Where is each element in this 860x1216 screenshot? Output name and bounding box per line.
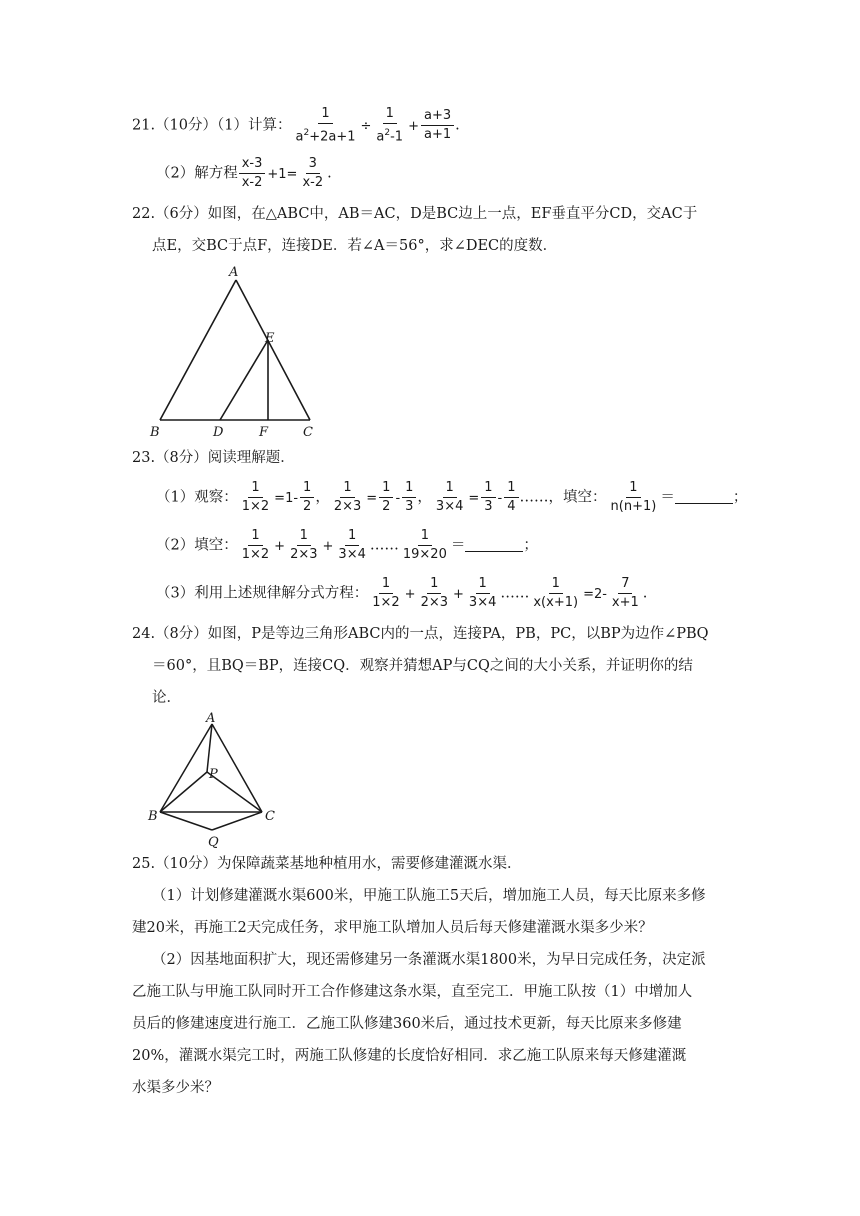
q25-line-1: （1）计划修建灌溉水渠600米，甲施工队施工5天后，增加施工人员，每天比原来多修 (152, 888, 706, 904)
q23-p2-fraction: $\frac{1}{19\times 20}$ (402, 528, 447, 562)
q21-equation-left-fraction: $\frac{x-3}{x-2}$ (239, 156, 266, 191)
q23-p1-fraction: $\frac{1}{4}$ (504, 480, 518, 515)
q21-part1: 21.（10分）（1）计算： $\frac{1}{a^2+2a+1}$ ÷ $\frac{1}{a^2-1}$ + $\frac{a+3}{a+1}$ . (132, 106, 460, 145)
q24-line-1: 24.（8分）如图，P是等边三角形ABC内的一点，连接PA，PB，PC，以BP为边作∠PBQ (132, 626, 709, 642)
q21-part2: （2）解方程 $\frac{x-3}{x-2}$ +1= $\frac{3}{x-2}$ . (156, 156, 332, 190)
q22-label-a: A (229, 265, 239, 280)
q22-label-f: F (259, 425, 269, 440)
q24-label-a: A (206, 711, 216, 726)
q24-equilateral-figure (140, 706, 290, 852)
q23-p1-fraction: $\frac{1}{2}$ (379, 480, 393, 515)
q24-line-3: 论． (152, 690, 181, 706)
q23-p1-general-fraction: $\frac{1}{n(n+1)}$ (610, 480, 657, 514)
q21-head: 21.（10分）（1）计算： (132, 117, 292, 134)
q23-part2: （2）填空： $\frac{1}{1\times 2}$ + $\frac{1}{2\times 3}$ + $\frac{1}{3\times 4}$ …… $\frac{1}{19\times 20}$ ＝ ； (156, 528, 538, 562)
answer-blank[interactable] (465, 537, 523, 552)
q25-line-6: 20%，灌溉水渠完工时，两施工队修建的长度恰好相同．求乙施工队原来每天修建灌溉 (132, 1048, 687, 1064)
q23-p1-fraction: $\frac{1}{3}$ (402, 480, 416, 515)
q23-part1: （1）观察： $\frac{1}{1\times 2}$ =1- $\frac{1}{2}$ ， $\frac{1}{2\times 3}$ = $\frac{1}{2}$ - $\frac{1}{3}$ ， $\frac{1}{3\times 4}$ = $\frac{1}{3}$ - $\frac{1}{4}$ ……，填空： $\frac{1}{n(n+1)}$ ＝ ； (156, 480, 748, 514)
q22-line-1: 22.（6分）如图，在△ABC中，AB＝AC，D是BC边上一点，EF垂直平分CD，交AC于 (132, 206, 698, 222)
q24-label-b: B (148, 809, 158, 824)
q21-fraction-2: $\frac{1}{a^2-1}$ (376, 106, 404, 145)
q25-line-2: 建20米，再施工2天完成任务，求甲施工队增加人员后每天修建灌溉水渠多少米？ (132, 920, 653, 936)
q23-p1-fraction: $\frac{1}{2}$ (300, 480, 314, 515)
q23-p3-fraction: $\frac{1}{2\times 3}$ (420, 576, 449, 610)
q25-line-5: 员后的修建速度进行施工．乙施工队修建360米后，通过技术更新，每天比原来多修建 (132, 1016, 682, 1032)
q21-equation-right-fraction: $\frac{3}{x-2}$ (302, 156, 324, 190)
q22-label-e: E (265, 331, 275, 346)
q21-fraction-3: $\frac{a+3}{a+1}$ (421, 108, 454, 143)
q23-p1-fraction: $\frac{1}{3\times 4}$ (435, 480, 464, 514)
q22-triangle-figure (140, 262, 330, 442)
q25-head: 25.（10分）为保障蔬菜基地种植用水，需要修建灌溉水渠． (132, 856, 522, 872)
q22-label-c: C (303, 425, 313, 440)
q25-line-4: 乙施工队与甲施工队同时开工合作修建这条水渠，直至完工．甲施工队按（1）中增加人 (132, 984, 693, 1000)
q23-head: 23.（8分）阅读理解题． (132, 450, 295, 466)
q22-label-b: B (150, 425, 160, 440)
q23-p3-fraction: $\frac{1}{1\times 2}$ (372, 576, 400, 610)
q23-p2-fraction: $\frac{1}{3\times 4}$ (338, 528, 366, 562)
q23-p3-fraction: $\frac{7}{x+1}$ (611, 576, 639, 610)
q25-line-7: 水渠多少米？ (132, 1080, 219, 1096)
q24-line-2: ＝60°，且BQ＝BP，连接CQ．观察并猜想AP与CQ之间的大小关系，并证明你的结 (152, 658, 693, 674)
q23-p3-fraction: $\frac{1}{3\times 4}$ (468, 576, 497, 610)
q23-p1-fraction: $\frac{1}{1\times 2}$ (241, 480, 270, 514)
q23-part3: （3）利用上述规律解分式方程： $\frac{1}{1\times 2}$ + $\frac{1}{2\times 3}$ + $\frac{1}{3\times 4}$ …… $\frac{1}{x(x+1)}$ =2- $\frac{7}{x+1}$ . (156, 576, 648, 610)
q22-line-2: 点E，交BC于点F，连接DE．若∠A＝56°，求∠DEC的度数． (152, 238, 558, 254)
answer-blank[interactable] (675, 489, 733, 504)
q24-label-c: C (265, 809, 275, 824)
q24-label-p: P (209, 767, 218, 782)
q23-p1-fraction: $\frac{1}{2\times 3}$ (333, 480, 362, 514)
q24-label-q: Q (208, 835, 219, 850)
q23-p3-fraction: $\frac{1}{x(x+1)}$ (533, 576, 579, 610)
q23-p2-fraction: $\frac{1}{1\times 2}$ (241, 528, 270, 562)
q22-label-d: D (213, 425, 224, 440)
q23-p1-fraction: $\frac{1}{3}$ (481, 480, 495, 515)
q25-line-3: （2）因基地面积扩大，现还需修建另一条灌溉水渠1800米，为早日完成任务，决定派 (152, 952, 706, 968)
q21-fraction-1: $\frac{1}{a^2+2a+1}$ (295, 106, 356, 145)
q23-p2-fraction: $\frac{1}{2\times 3}$ (290, 528, 318, 562)
